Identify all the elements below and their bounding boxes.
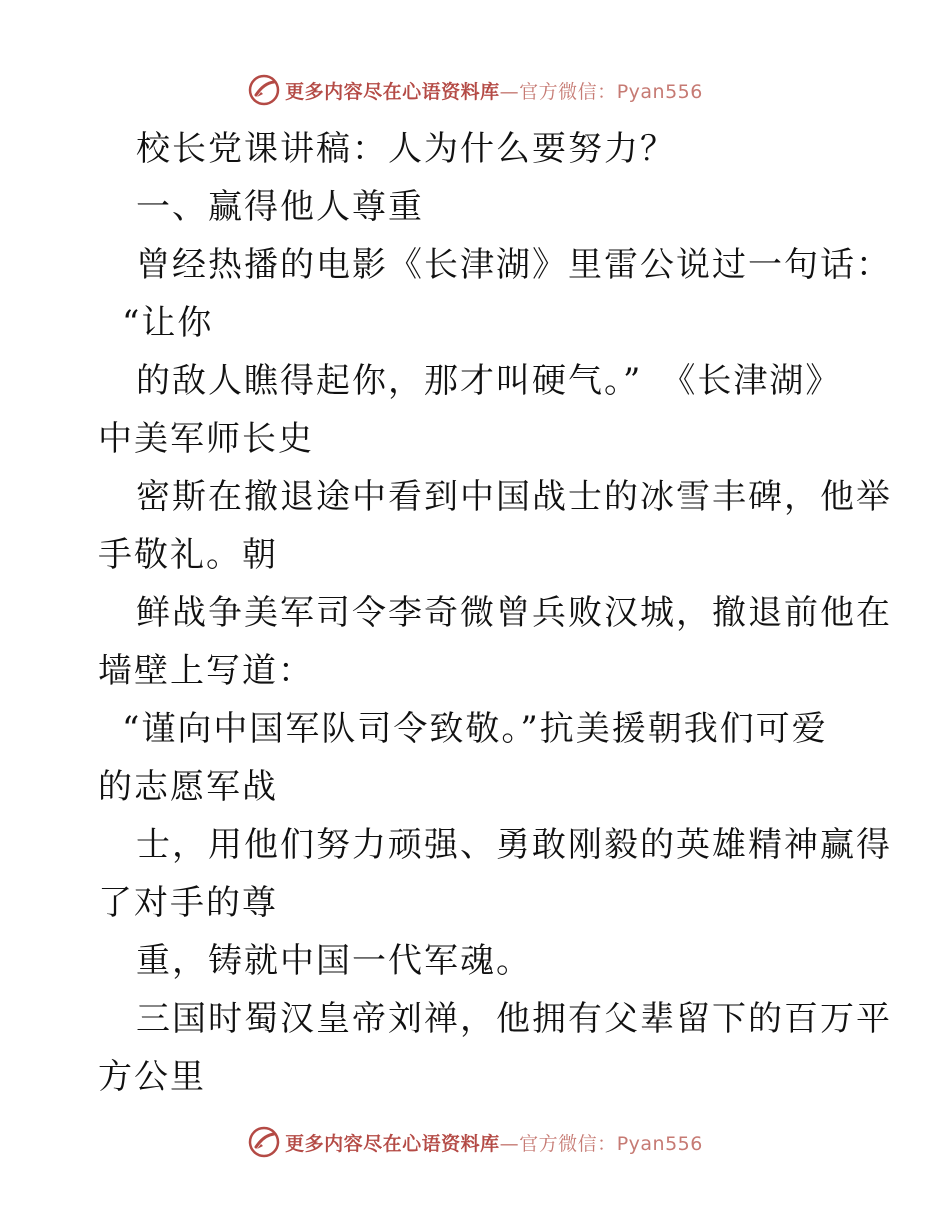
watermark-main: 更多内容尽在心语资料库 (285, 80, 500, 103)
watermark-id: Pyan556 (616, 80, 703, 103)
text-line: 中美军师长史 (98, 419, 314, 459)
text-line: 手敬礼。朝 (98, 535, 278, 575)
section-heading: 一、赢得他人尊重 (136, 187, 424, 227)
watermark-banner-bottom (0, 1122, 950, 1162)
text-line: “谨向中国军队司令致敬。”抗美援朝我们可爱 (122, 709, 828, 749)
text-line: 的志愿军战 (98, 767, 278, 807)
text-line: 的敌人瞧得起你，那才叫硬气。” 《长津湖》 (136, 361, 842, 401)
watermark-id: Pyan556 (616, 1132, 703, 1155)
watermark-banner-top (0, 70, 950, 110)
watermark-sub: 官方微信： (519, 80, 617, 103)
watermark-dash: — (499, 1132, 520, 1155)
watermark-text (285, 77, 703, 104)
text-line: 方公里 (98, 1057, 206, 1097)
document-body (98, 120, 892, 1106)
text-line: 墙壁上写道： (98, 651, 314, 691)
text-line: 重，铸就中国一代军魂。 (136, 941, 532, 981)
text-line: 鲜战争美军司令李奇微曾兵败汉城，撤退前他在 (136, 593, 892, 633)
pen-logo-icon (247, 73, 281, 107)
text-line: 了对手的尊 (98, 883, 278, 923)
watermark-dash: — (499, 80, 520, 103)
pen-logo-icon (247, 1125, 281, 1159)
text-line: 密斯在撤退途中看到中国战士的冰雪丰碑，他举 (136, 477, 892, 517)
watermark-main: 更多内容尽在心语资料库 (285, 1132, 500, 1155)
text-line: 三国时蜀汉皇帝刘禅，他拥有父辈留下的百万平 (136, 999, 892, 1039)
watermark-sub: 官方微信： (519, 1132, 617, 1155)
text-line: “让你 (122, 303, 214, 343)
text-line: 曾经热播的电影《长津湖》里雷公说过一句话： (136, 245, 892, 285)
document-title: 校长党课讲稿：人为什么要努力？ (136, 129, 676, 169)
text-line: 士，用他们努力顽强、勇敢刚毅的英雄精神赢得 (136, 825, 892, 865)
watermark-text (285, 1129, 703, 1156)
